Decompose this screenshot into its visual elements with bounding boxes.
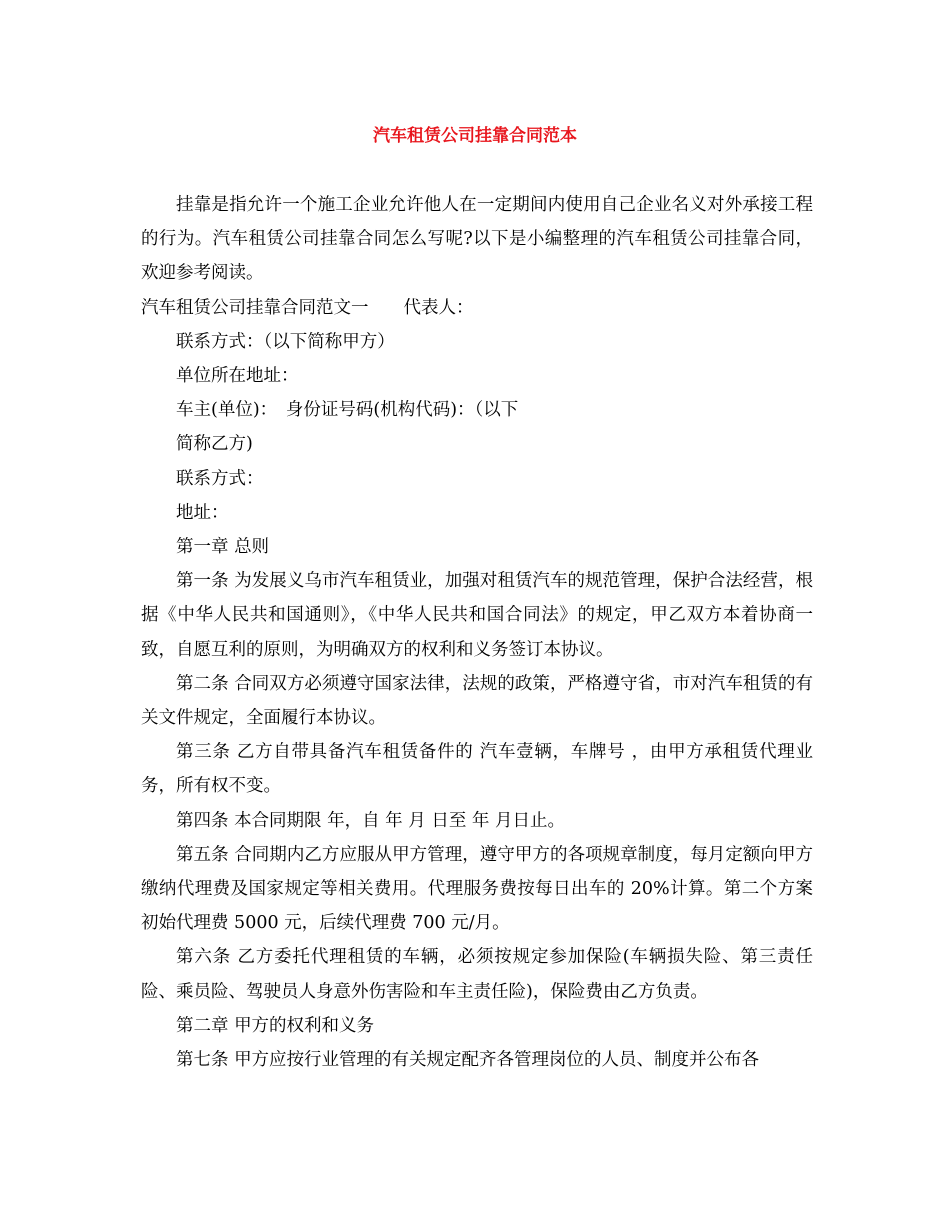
party-b-short: 简称乙方) — [176, 434, 253, 455]
document-body — [141, 188, 813, 1077]
party-a-contact: 联系方式：（以下简称甲方） — [176, 331, 395, 352]
article-4: 第四条 本合同期限 年，自 年 月 日至 年 月日止。 — [176, 810, 565, 831]
chapter-2-heading: 第二章 甲方的权利和义务 — [176, 1015, 375, 1036]
article-3: 第三条 乙方自带具备汽车租赁备件的 汽车壹辆，车牌号 ，由甲方承租赁代理业务，所有权不变。 — [141, 742, 813, 797]
party-b-address: 地址： — [176, 502, 229, 523]
article-5: 第五条 合同期内乙方应服从甲方管理，遵守甲方的各项规章制度，每月定额向甲方缴纳代理费及国家规定等相关费用。代理服务费按每日出车的 20%计算。第二个方案初始代理费 5000 元，后续代理费 700 元/月。 — [141, 844, 813, 934]
party-a-address: 单位所在地址： — [176, 366, 299, 387]
party-b-contact: 联系方式： — [176, 468, 264, 489]
intro-paragraph: 挂靠是指允许一个施工企业允许他人在一定期间内使用自己企业名义对外承接工程的行为。汽车租赁公司挂靠合同怎么写呢?以下是小编整理的汽车租赁公司挂靠合同，欢迎参考阅读。 — [141, 195, 813, 284]
document-title: 汽车租赁公司挂靠合同范本 — [373, 126, 577, 146]
article-6: 第六条 乙方委托代理租赁的车辆，必须按规定参加保险(车辆损失险、第三责任险、乘员险、驾驶员人身意外伤害险和车主责任险)，保险费由乙方负责。 — [141, 947, 813, 1002]
article-2: 第二条 合同双方必须遵守国家法律，法规的政策，严格遵守省，市对汽车租赁的有关文件规定，全面履行本协议。 — [141, 673, 813, 729]
party-b-owner: 车主(单位)： 身份证号码(机构代码)：（以下 — [176, 400, 519, 421]
article-7: 第七条 甲方应按行业管理的有关规定配齐各管理岗位的人员、制度并公布各 — [176, 1050, 760, 1071]
article-1: 第一条 为发展义乌市汽车租赁业，加强对租赁汽车的规范管理，保护合法经营，根据《中华人民共和国通则》，《中华人民共和国合同法》的规定，甲乙双方本着协商一致，自愿互利的原则，为明确双方的权利和义务签订本协议。 — [141, 571, 813, 660]
sample-heading: 汽车租赁公司挂靠合同范文一 代表人： — [141, 297, 474, 318]
chapter-1-heading: 第一章 总则 — [176, 537, 270, 558]
